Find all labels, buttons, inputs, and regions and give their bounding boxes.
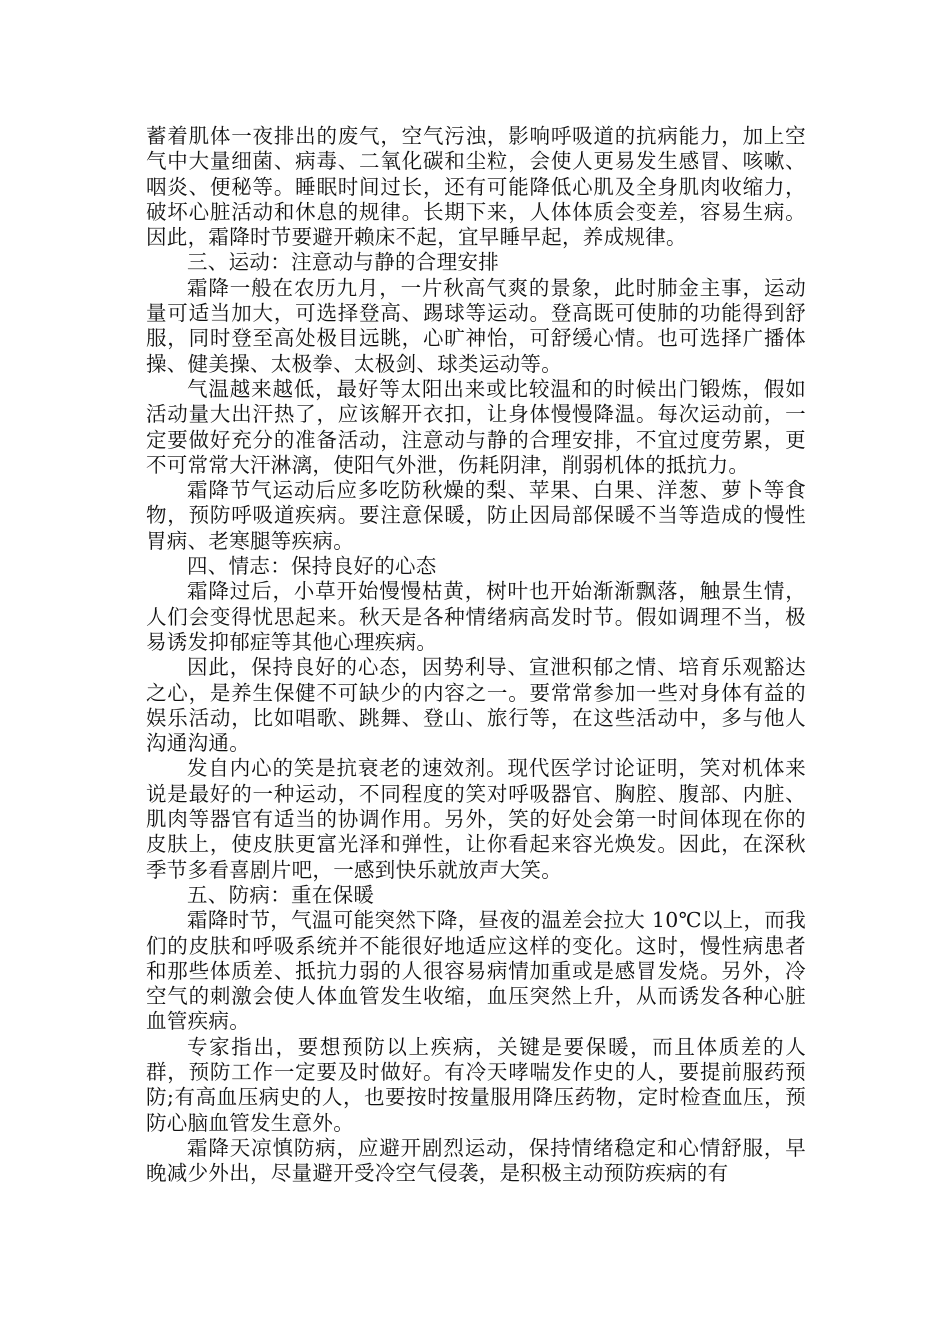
document-page <box>146 124 806 1186</box>
body-paragraph: 气温越来越低，最好等太阳出来或比较温和的时候出门锻炼，假如活动量大出汗热了，应该解开衣扣，让身体慢慢降温。每次运动前，一定要做好充分的准备活动，注意动与静的合理安排，不宜过度劳累，更不可常常大汗淋漓，使阳气外泄，伤耗阴津，削弱机体的抵抗力。 <box>146 376 806 477</box>
body-paragraph: 发自内心的笑是抗衰老的速效剂。现代医学讨论证明，笑对机体来说是最好的一种运动，不同程度的笑对呼吸器官、胸腔、腹部、内脏、肌肉等器官有适当的协调作用。另外，笑的好处会第一时间体现在你的皮肤上，使皮肤更富光泽和弹性，让你看起来容光焕发。因此，在深秋季节多看喜剧片吧，一感到快乐就放声大笑。 <box>146 756 806 882</box>
body-paragraph: 蓄着肌体一夜排出的废气，空气污浊，影响呼吸道的抗病能力，加上空气中大量细菌、病毒、二氧化碳和尘粒，会使人更易发生感冒、咳嗽、咽炎、便秘等。睡眠时间过长，还有可能降低心肌及全身肌肉收缩力，破坏心脏活动和休息的规律。长期下来，人体体质会变差，容易生病。因此，霜降时节要避开赖床不起，宜早睡早起，养成规律。 <box>146 124 806 250</box>
section-heading-exercise: 三、运动：注意动与静的合理安排 <box>187 250 499 275</box>
section-heading-emotion: 四、情志：保持良好的心态 <box>187 554 437 579</box>
body-paragraph: 霜降一般在农历九月，一片秋高气爽的景象，此时肺金主事，运动量可适当加大，可选择登高、踢球等运动。登高既可使肺的功能得到舒服，同时登至高处极目远眺，心旷神怡，可舒缓心情。也可选择广播体操、健美操、太极拳、太极剑、球类运动等。 <box>146 275 806 376</box>
body-paragraph: 霜降过后，小草开始慢慢枯黄，树叶也开始渐渐飘落，触景生情，人们会变得忧思起来。秋天是各种情绪病高发时节。假如调理不当，极易诱发抑郁症等其他心理疾病。 <box>146 579 806 654</box>
section-heading-disease-prevention: 五、防病：重在保暖 <box>187 882 375 907</box>
body-paragraph: 因此，保持良好的心态，因势利导、宣泄积郁之情、培育乐观豁达之心，是养生保健不可缺少的内容之一。要常常参加一些对身体有益的娱乐活动，比如唱歌、跳舞、登山、旅行等，在这些活动中，多与他人沟通沟通。 <box>146 655 806 756</box>
body-paragraph: 霜降节气运动后应多吃防秋燥的梨、苹果、白果、洋葱、萝卜等食物，预防呼吸道疾病。要注意保暖，防止因局部保暖不当等造成的慢性胃病、老寒腿等疾病。 <box>146 478 806 553</box>
body-paragraph: 霜降天凉慎防病，应避开剧烈运动，保持情绪稳定和心情舒服，早晚减少外出，尽量避开受冷空气侵袭，是积极主动预防疾病的有 <box>146 1135 806 1186</box>
body-paragraph: 霜降时节，气温可能突然下降，昼夜的温差会拉大 10℃以上，而我们的皮肤和呼吸系统并不能很好地适应这样的变化。这时，慢性病患者和那些体质差、抵抗力弱的人很容易病情加重或是感冒发烧。另外，冷空气的刺激会使人体血管发生收缩，血压突然上升，从而诱发各种心脏血管疾病。 <box>146 908 806 1034</box>
body-paragraph: 专家指出，要想预防以上疾病，关键是要保暖，而且体质差的人群，预防工作一定要及时做好。有冷天哮喘发作史的人，要提前服药预防;有高血压病史的人，也要按时按量服用降压药物，定时检查血压，预防心脑血管发生意外。 <box>146 1034 806 1135</box>
